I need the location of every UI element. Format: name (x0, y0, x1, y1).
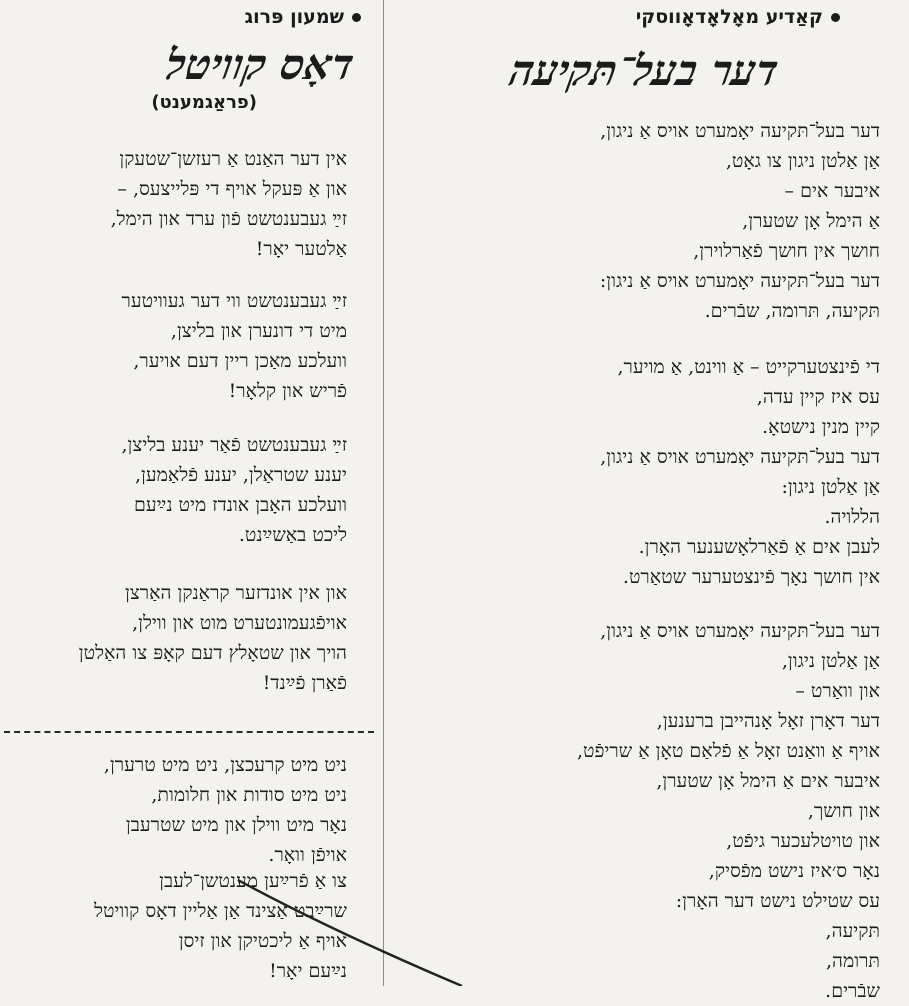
poem-line: אויפֿן וואָר. (268, 844, 347, 866)
right-column (390, 0, 890, 1002)
poem-line: אויפֿגעמונטערט מוט און ווילן, (132, 612, 347, 634)
left-stanza (94, 866, 347, 986)
poem-line: פֿאַרן פֿײַנד! (262, 672, 347, 694)
poem-line: פֿריש און קלאָר! (228, 380, 347, 402)
left-title: דאָס קוויטל (161, 40, 358, 89)
left-stanza (79, 578, 347, 698)
poem-line: נאָר מיט ווילן און מיט שטרעבן (125, 814, 347, 836)
right-title: דער בעל־תּקיעה (506, 46, 783, 95)
left-subtitle: (פראַגמענט) (151, 92, 257, 113)
left-author (245, 6, 361, 28)
poem-line: תּרומה, (825, 950, 880, 972)
poem-line: זײַ געבענטשט פֿון ערד און הימל, (110, 208, 347, 230)
poem-line: חושך אין חושך פֿאַרלוירן, (693, 240, 880, 262)
poem-line: אויף אַ וואַנט זאָל אַ פֿלאַם טאָן אַ שריפֿט, (576, 740, 880, 762)
poem-line: און טויטלעכער גיפֿט, (726, 830, 880, 852)
right-stanza (600, 116, 880, 326)
right-author (636, 6, 840, 28)
poem-line: אויף אַ ליכטיקן און זיסן (178, 930, 347, 952)
poem-line: מיט די דונערן און בליצן, (170, 320, 347, 342)
poem-line: אַן אַלטן ניגון צו גאָט, (725, 150, 880, 172)
poem-line: איבער אים אַ הימל אָן שטערן, (656, 770, 880, 792)
left-column (0, 0, 375, 986)
poem-line: דער בעל־תּקיעה יאָמערט אויס אַ ניגון, (600, 446, 880, 468)
poem-line: דער בעל־תּקיעה יאָמערט אויס אַ ניגון, (600, 620, 880, 642)
poem-line: אַן אַלטן ניגון, (781, 650, 880, 672)
poem-line: דער בעל־תּקיעה יאָמערט אויס אַ ניגון: (599, 270, 880, 292)
left-stanza (111, 144, 347, 264)
poem-line: נײַעם יאָר! (269, 960, 347, 982)
poem-line: און אין אונדזער קראַנקן האַרצן (124, 582, 347, 604)
section-divider-dashed (4, 731, 374, 733)
poem-line: תּקיעה, תּרומה, שבֿרים. (704, 300, 880, 322)
poem-line: און וואַרט – (795, 680, 880, 702)
poem-line: שרײַבט אַצינד אַן אַליין דאָס קוויטל (94, 900, 347, 922)
poem-line: און חושך, (807, 800, 880, 822)
right-stanza (600, 352, 880, 592)
poem-line: עס איז קיין עדה, (756, 386, 880, 408)
poem-line: די פֿינצטערקייט – אַ ווינט, אַ מויער, (617, 356, 880, 378)
left-author-name: שמעון פּרוג (244, 6, 344, 28)
poem-line: נאָר ס׳איז נישט מפֿסיק, (708, 860, 880, 882)
poem-line: זײַ געבענטשט ווי דער געוויטער (121, 290, 347, 312)
poem-line: שבֿרים. (825, 980, 880, 1002)
left-stanza (122, 286, 347, 406)
left-stanza (122, 430, 347, 550)
column-divider (383, 0, 384, 986)
bullet-icon (352, 13, 361, 22)
poem-line: הללויה. (824, 506, 880, 528)
right-stanza (577, 616, 880, 1006)
poem-line: תּקיעה, (825, 920, 880, 942)
poem-line: יענע שטראַלן, יענע פֿלאַמען, (134, 464, 347, 486)
poem-line: עס שטילט נישט דער האָרן: (675, 890, 880, 912)
poem-line: איבער אים – (784, 180, 880, 202)
left-stanza (104, 750, 347, 870)
poem-line: און אַ פּעקל אויף די פּלייצעס, – (117, 178, 347, 200)
poem-line: ליכט באַשײַנט. (238, 524, 347, 546)
poem-line: אַלטער יאָר! (255, 238, 347, 260)
right-author-name: קאַדיע מאָלאָדאָווסקי (635, 6, 823, 28)
poem-line: קיין מנין נישטאָ. (762, 416, 880, 438)
bullet-icon (831, 13, 840, 22)
poem-line: צו אַ פֿרײַען מענטשן־לעבן (159, 870, 347, 892)
poem-line: אַן אַלטן ניגון: (781, 476, 880, 498)
poem-line: ניט מיט סודות און חלומות, (151, 784, 347, 806)
poem-line: דער דאָרן זאָל אָנהייבן ברענען, (656, 710, 880, 732)
poem-line: הויך און שטאָלץ דעם קאָפּ צו האַלטן (78, 642, 347, 664)
poem-line: אין דער האַנט אַ רעזשן־שטעקן (119, 148, 347, 170)
poem-line: אין חושך נאָך פֿינצטערער שטאַרט. (622, 566, 880, 588)
poem-line: וועלכע מאַכן ריין דעם אויער, (133, 350, 347, 372)
poem-line: אַ הימל אָן שטערן, (742, 210, 880, 232)
poem-line: לעבן אים אַ פֿאַרלאָשענער האָרן. (638, 536, 880, 558)
poem-line: דער בעל־תּקיעה יאָמערט אויס אַ ניגון, (600, 120, 880, 142)
poem-line: זײַ געבענטשט פֿאַר יענע בליצן, (121, 434, 347, 456)
poem-line: ניט מיט קרעכצן, ניט מיט טרערן, (103, 754, 347, 776)
poem-line: וועלכע האָבן אונדז מיט נײַעם (133, 494, 347, 516)
